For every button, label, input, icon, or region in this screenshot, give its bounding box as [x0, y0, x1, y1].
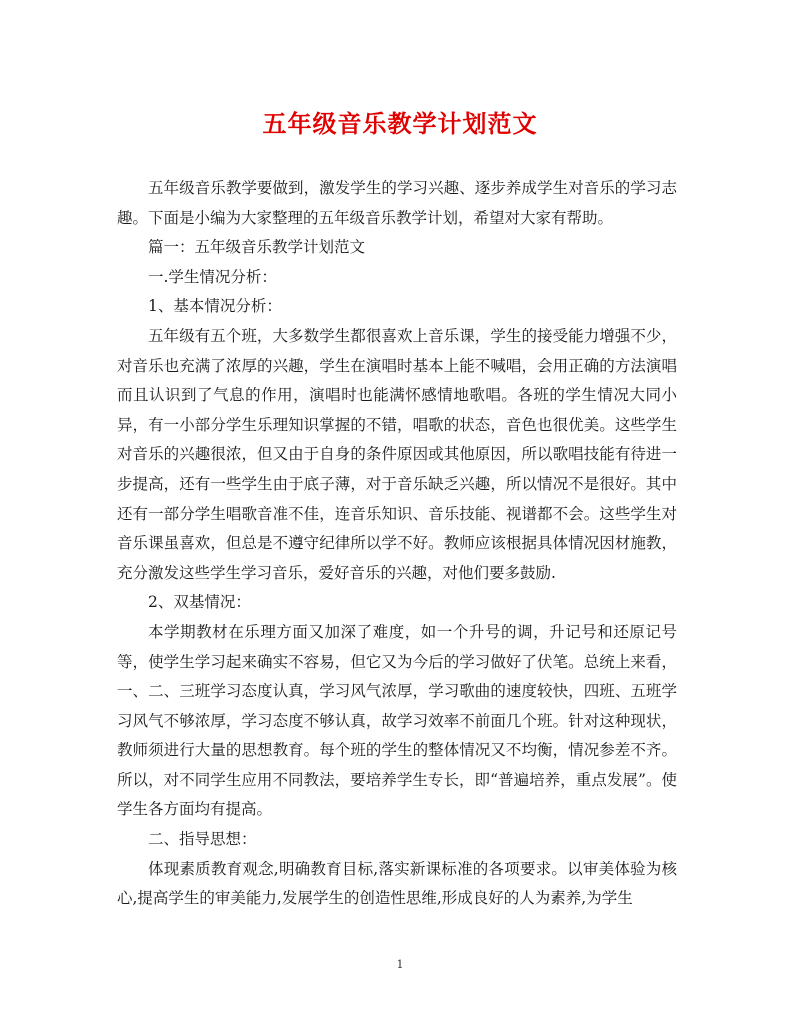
page-number: 1: [396, 958, 404, 971]
document-title: 五年级音乐教学计划范文: [262, 109, 538, 138]
paragraph-heading-dual-basics: 2、双基情况：: [148, 593, 251, 612]
paragraph-basic-analysis: 五年级有五个班，大多数学生都很喜欢上音乐课，学生的接受能力增强不少，对音乐也充满了浓厚的兴趣，学生在演唱时基本上能不喊唱，会用正确的方法演唱而且认识到了气息的作用，演唱时也能满怀感情地歌唱。各班的学生情况大同小异，有一小部分学生乐理知识掌握的不错，唱歌的状态，音色也很优美。这些学生对音乐的兴趣很浓，但又由于自身的条件原因或其他原因，所以歌唱技能有待进一步提高，还有一些学生由于底子薄，对于音乐缺乏兴趣，所以情况不是很好。其中还有一部分学生唱歌音准不佳，连音乐知识、音乐技能、视谱都不会。这些学生对音乐课虽喜欢，但总是不遵守纪律所以学不好。教师应该根据具体情况因材施教，充分激发这些学生学习音乐，爱好音乐的兴趣，对他们要多鼓励.: [117, 326, 677, 582]
paragraph-guiding-ideology: 体现素质教育观念,明确教育目标,落实新课标准的各项要求。以审美体验为核心,提高学生的审美能力,发展学生的创造性思维,形成良好的人为素养,为学生: [117, 859, 677, 908]
paragraph-dual-basics: 本学期教材在乐理方面又加深了难度，如一个升号的调，升记号和还原记号等，使学生学习起来确实不容易，但它又为今后的学习做好了伏笔。总统上来看，一、二、三班学习态度认真，学习风气浓厚，学习歌曲的速度较快，四班、五班学习风气不够浓厚，学习态度不够认真，故学习效率不前面几个班。针对这种现状，教师须进行大量的思想教育。每个班的学生的整体情况又不均衡，情况参差不齐。所以，对不同学生应用不同教法，要培养学生专长，即“普遍培养，重点发展”。使学生各方面均有提高。: [117, 622, 677, 819]
paragraph-heading-guiding-ideology: 二、指导思想：: [148, 830, 257, 849]
paragraph-section-heading: 篇一：五年级音乐教学计划范文: [148, 238, 366, 257]
paragraph-intro: 五年级音乐教学要做到，激发学生的学习兴趣、逐步养成学生对音乐的学习志趣。下面是小编为大家整理的五年级音乐教学计划，希望对大家有帮助。: [117, 179, 677, 227]
paragraph-heading-basic-analysis: 1、基本情况分析：: [148, 297, 282, 316]
document-body: [117, 174, 677, 914]
paragraph-heading-student-analysis: 一.学生情况分析：: [148, 267, 277, 286]
